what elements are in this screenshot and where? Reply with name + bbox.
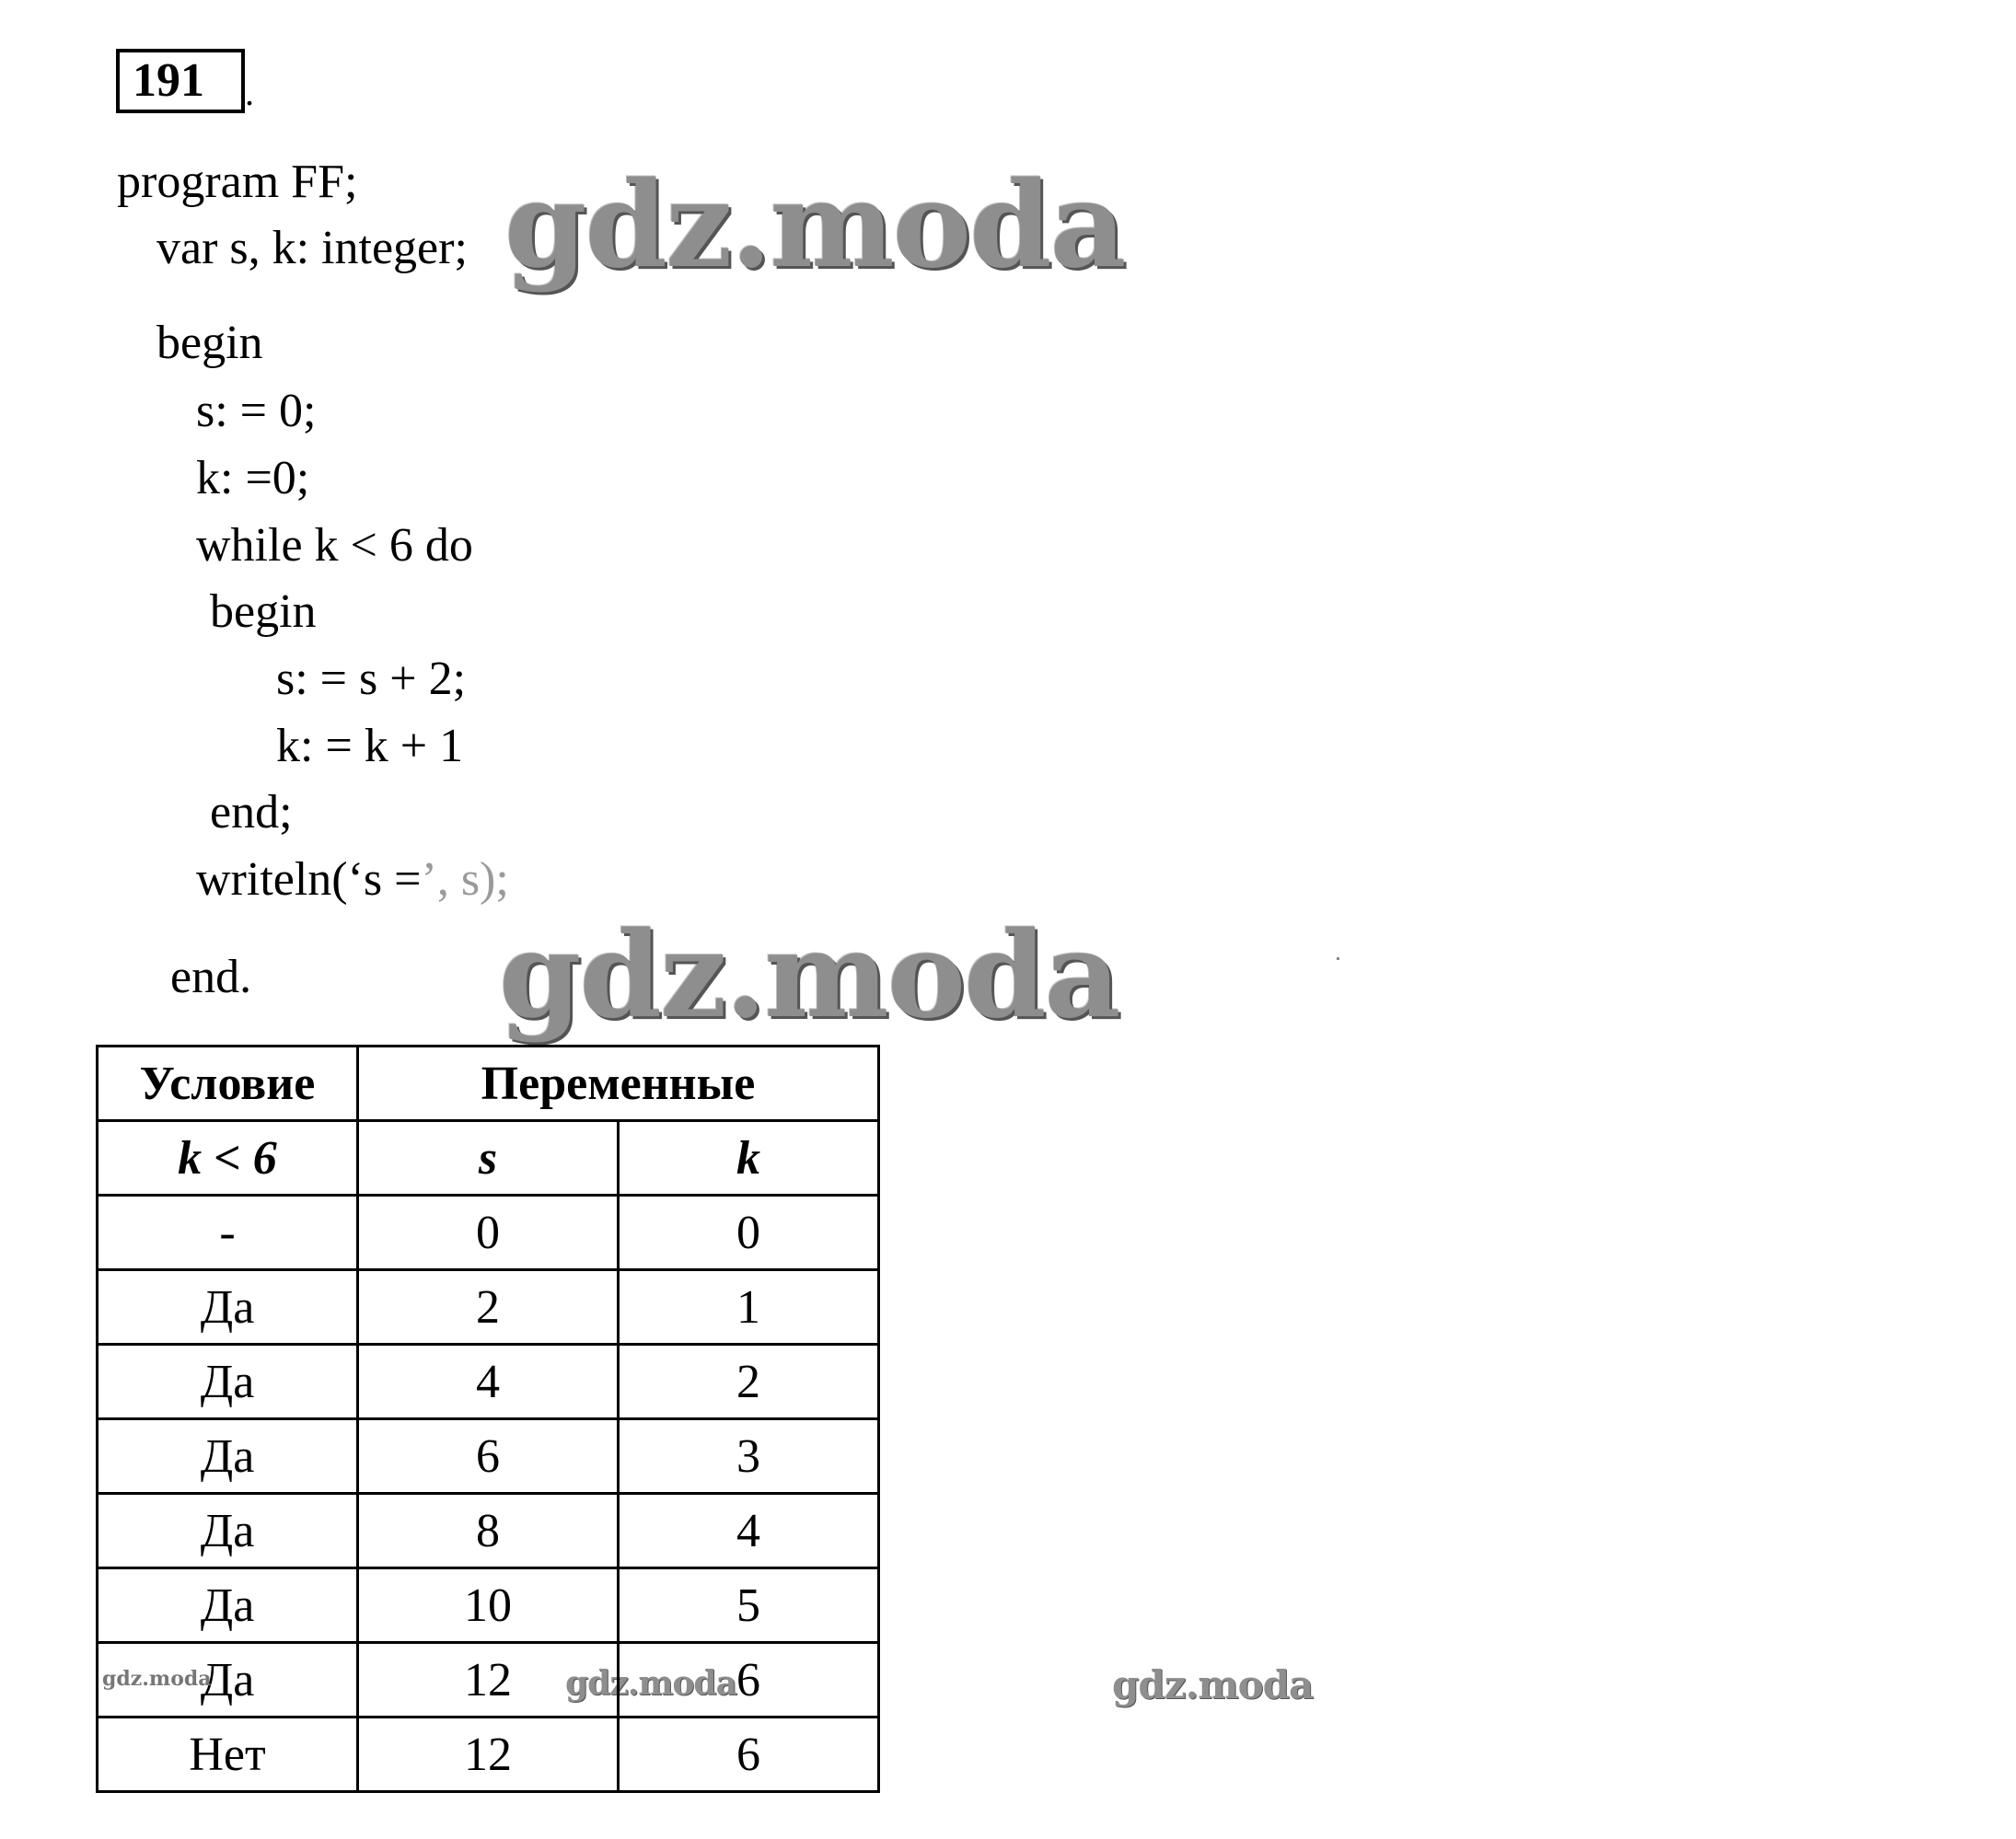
cell-condition [98,1643,358,1718]
cell-s: 12 [358,1643,619,1718]
code-line-inner-end: end; [210,786,293,839]
cell-condition: Да [98,1270,358,1345]
problem-number-suffix: . [245,72,254,113]
cell-s: 0 [358,1196,619,1270]
cell-condition: Нет [98,1718,358,1792]
table-subheader-row [98,1121,879,1196]
cell-k: 3 [619,1419,879,1494]
stray-mark [1337,957,1339,960]
table-row [98,1568,879,1643]
code-line-var: var s, k: integer; [156,222,468,274]
cell-condition: Да [98,1494,358,1568]
cell-condition: Да [98,1345,358,1419]
cell-condition: Да [98,1419,358,1494]
trace-table [96,1045,880,1793]
cell-s: 10 [358,1568,619,1643]
cell-k: 4 [619,1494,879,1568]
table-row [98,1494,879,1568]
cell-condition-text: Да [200,1653,255,1706]
table-header-row [98,1047,879,1121]
cell-s: 6 [358,1419,619,1494]
table-row [98,1718,879,1792]
problem-number-box [116,49,254,113]
code-line-writeln [196,852,509,908]
header-condition: Условие [98,1047,358,1121]
watermark-table-left: gdz.moda [102,1667,212,1691]
code-line-s-increment: s: = s + 2; [276,653,467,705]
watermark-table-middle: gdz.moda [565,1664,736,1703]
cell-condition: - [98,1196,358,1270]
cell-s: 4 [358,1345,619,1419]
cell-condition: Да [98,1568,358,1643]
code-writeln-part1: writeln(‘s = [196,853,422,906]
cell-k: 5 [619,1568,879,1643]
watermark-top: gdz.moda [504,156,1125,295]
watermark-middle: gdz.moda [499,907,1119,1045]
table-row [98,1345,879,1419]
code-line-while: while k < 6 do [196,519,473,572]
code-line-end: end. [170,951,252,1003]
code-writeln-part2: ’, s); [421,853,509,906]
header-variables: Переменные [358,1047,879,1121]
cell-s: 12 [358,1718,619,1792]
table-row [98,1643,879,1718]
code-line-program: program FF; [117,156,358,208]
code-line-inner-begin: begin [210,585,317,638]
subheader-condition: k < 6 [98,1121,358,1196]
table-row [98,1196,879,1270]
code-line-s-init: s: = 0; [196,385,317,437]
subheader-s: s [358,1121,619,1196]
cell-k: 6 [619,1643,879,1718]
cell-k: 2 [619,1345,879,1419]
table-row [98,1419,879,1494]
code-line-begin: begin [156,317,263,369]
cell-k: 6 [619,1718,879,1792]
cell-k: 0 [619,1196,879,1270]
subheader-k: k [619,1121,879,1196]
code-line-k-init: k: =0; [196,452,310,504]
cell-k: 1 [619,1270,879,1345]
problem-number: 191 [133,54,204,107]
watermark-bottom-right: gdz.moda [1112,1662,1314,1707]
cell-s: 8 [358,1494,619,1568]
code-line-k-increment: k: = k + 1 [276,720,464,772]
table-row [98,1270,879,1345]
cell-s: 2 [358,1270,619,1345]
